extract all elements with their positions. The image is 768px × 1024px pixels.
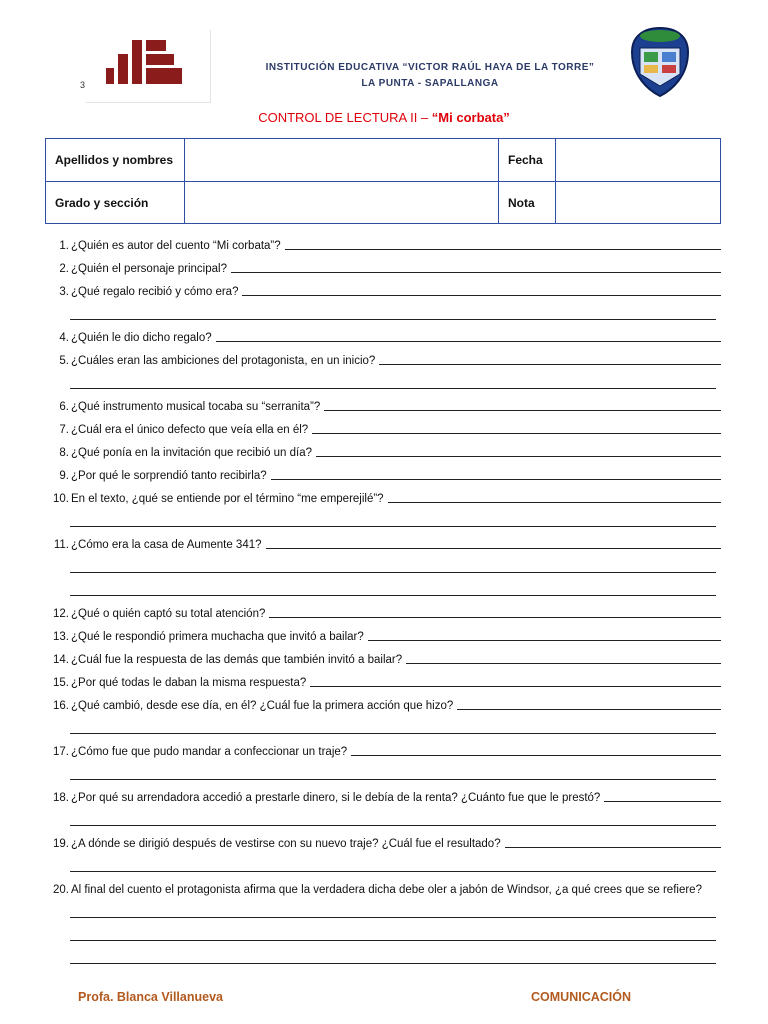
question-number: 17. xyxy=(53,746,69,758)
answer-line[interactable] xyxy=(271,479,721,480)
question-item xyxy=(45,742,721,758)
question-text: En el texto, ¿qué se entiende por el término “me emperejilé”? xyxy=(71,493,384,505)
score-field[interactable] xyxy=(556,182,721,224)
answer-line[interactable] xyxy=(505,847,721,848)
question-item xyxy=(45,535,721,551)
answer-line[interactable] xyxy=(604,801,721,802)
student-info-table xyxy=(45,138,721,224)
answer-line[interactable] xyxy=(351,755,721,756)
grade-field[interactable] xyxy=(185,182,499,224)
question-text: ¿Cuál era el único defecto que veía ella en él? xyxy=(71,424,309,436)
answer-line[interactable] xyxy=(70,778,716,780)
teacher-name: Profa. Blanca Villanueva xyxy=(78,990,223,1004)
answer-line[interactable] xyxy=(70,962,716,964)
question-item xyxy=(45,397,721,413)
question-item xyxy=(45,834,721,850)
question-item xyxy=(45,650,721,666)
name-field[interactable] xyxy=(185,139,499,182)
question-number: 20. xyxy=(53,884,69,896)
question-text: ¿Qué instrumento musical tocaba su “serranita”? xyxy=(71,401,321,413)
answer-line[interactable] xyxy=(70,939,716,941)
question-item xyxy=(45,259,721,275)
answer-line[interactable] xyxy=(70,916,716,918)
question-text: ¿Qué o quién captó su total atención? xyxy=(71,608,266,620)
question-number: 16. xyxy=(53,700,69,712)
question-item xyxy=(45,466,721,482)
name-label: Apellidos y nombres xyxy=(46,139,185,182)
date-field[interactable] xyxy=(556,139,721,182)
score-label: Nota xyxy=(499,182,556,224)
question-number: 3. xyxy=(59,286,69,298)
question-item xyxy=(45,880,721,896)
question-number: 5. xyxy=(59,355,69,367)
answer-line[interactable] xyxy=(70,387,716,389)
document-title-story: “Mi corbata” xyxy=(431,110,510,125)
question-number: 12. xyxy=(53,608,69,620)
answer-line[interactable] xyxy=(266,548,721,549)
logo-mark-text: 3 xyxy=(80,80,86,90)
answer-line[interactable] xyxy=(269,617,721,618)
answer-line[interactable] xyxy=(406,663,721,664)
question-text: ¿Cuál fue la respuesta de las demás que también invitó a bailar? xyxy=(71,654,403,666)
question-number: 9. xyxy=(59,470,69,482)
question-item xyxy=(45,673,721,689)
question-text: ¿Por qué le sorprendió tanto recibirla? xyxy=(71,470,267,482)
school-logo xyxy=(86,30,211,103)
answer-line[interactable] xyxy=(70,525,716,527)
question-item xyxy=(45,328,721,344)
school-emblem-icon xyxy=(628,26,692,98)
question-number: 11. xyxy=(53,539,69,551)
answer-line[interactable] xyxy=(231,272,721,273)
question-number: 15. xyxy=(53,677,69,689)
subject-name: COMUNICACIÓN xyxy=(531,990,631,1004)
answer-line[interactable] xyxy=(379,364,721,365)
question-item xyxy=(45,351,721,367)
question-item xyxy=(45,443,721,459)
answer-line[interactable] xyxy=(242,295,721,296)
question-text: ¿Qué ponía en la invitación que recibió un día? xyxy=(71,447,313,459)
answer-line[interactable] xyxy=(70,318,716,320)
question-text: ¿Qué regalo recibió y cómo era? xyxy=(71,286,239,298)
question-item xyxy=(45,696,721,712)
question-text: ¿Por qué su arrendadora accedió a prestarle dinero, si le debía de la renta? ¿Cuánto fue que le prestó? xyxy=(71,792,601,804)
answer-line[interactable] xyxy=(216,341,721,342)
question-item xyxy=(45,420,721,436)
answer-line[interactable] xyxy=(310,686,721,687)
question-number: 8. xyxy=(59,447,69,459)
question-number: 19. xyxy=(53,838,69,850)
question-item xyxy=(45,788,721,804)
question-text: ¿Por qué todas le daban la misma respuesta? xyxy=(71,677,307,689)
date-label: Fecha xyxy=(499,139,556,182)
answer-line[interactable] xyxy=(324,410,721,411)
question-item xyxy=(45,282,721,298)
grade-label: Grado y sección xyxy=(46,182,185,224)
question-item xyxy=(45,604,721,620)
answer-line[interactable] xyxy=(368,640,721,641)
question-number: 4. xyxy=(59,332,69,344)
question-text: ¿Quién es autor del cuento “Mi corbata”? xyxy=(71,240,281,252)
question-number: 13. xyxy=(53,631,69,643)
question-text: ¿Quién el personaje principal? xyxy=(71,263,227,275)
question-number: 10. xyxy=(53,493,69,505)
question-item xyxy=(45,236,721,252)
question-text: Al final del cuento el protagonista afirma que la verdadera dicha debe oler a jabón de Windsor, ¿a qué crees que se refiere? xyxy=(71,884,702,896)
question-number: 7. xyxy=(59,424,69,436)
answer-line[interactable] xyxy=(70,870,716,872)
answer-line[interactable] xyxy=(285,249,721,250)
answer-line[interactable] xyxy=(70,732,716,734)
question-number: 1. xyxy=(59,240,69,252)
document-title xyxy=(0,110,768,125)
answer-line[interactable] xyxy=(312,433,721,434)
answer-line[interactable] xyxy=(316,456,721,457)
answer-line[interactable] xyxy=(70,594,716,596)
question-item xyxy=(45,489,721,505)
institution-location: LA PUNTA - SAPALLANGA xyxy=(361,78,499,89)
question-number: 14. xyxy=(53,654,69,666)
answer-line[interactable] xyxy=(388,502,721,503)
answer-line[interactable] xyxy=(70,824,716,826)
question-text: ¿A dónde se dirigió después de vestirse con su nuevo traje? ¿Cuál fue el resultado? xyxy=(71,838,501,850)
question-number: 6. xyxy=(59,401,69,413)
question-text: ¿Qué cambió, desde ese día, en él? ¿Cuál fue la primera acción que hizo? xyxy=(71,700,454,712)
question-number: 2. xyxy=(59,263,69,275)
question-text: ¿Cuáles eran las ambiciones del protagonista, en un inicio? xyxy=(71,355,376,367)
answer-line[interactable] xyxy=(70,571,716,573)
question-text: ¿Quién le dio dicho regalo? xyxy=(71,332,212,344)
institution-name: INSTITUCIÓN EDUCATIVA “VICTOR RAÚL HAYA DE LA TORRE” xyxy=(265,62,595,73)
question-number: 18. xyxy=(53,792,69,804)
question-text: ¿Cómo fue que pudo mandar a confeccionar un traje? xyxy=(71,746,348,758)
answer-line[interactable] xyxy=(457,709,721,710)
question-item xyxy=(45,627,721,643)
question-text: ¿Cómo era la casa de Aumente 341? xyxy=(71,539,262,551)
document-title-prefix: CONTROL DE LECTURA II – xyxy=(258,110,432,125)
question-text: ¿Qué le respondió primera muchacha que invitó a bailar? xyxy=(71,631,364,643)
